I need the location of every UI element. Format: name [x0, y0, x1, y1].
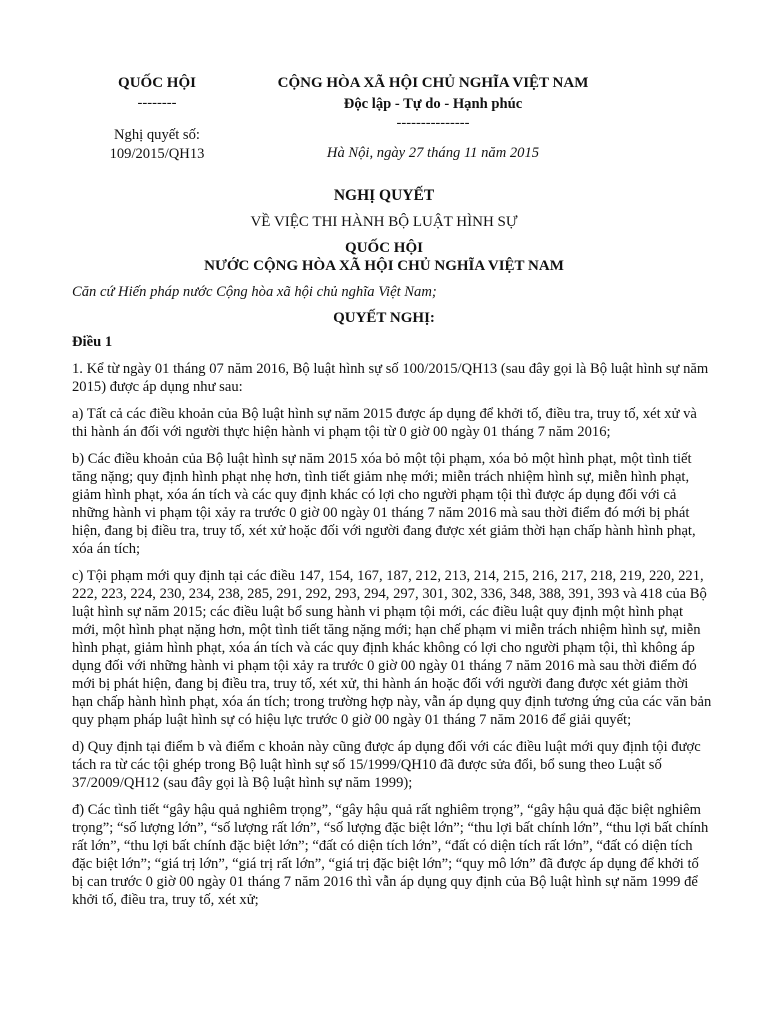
doc-subtitle: VỀ VIỆC THI HÀNH BỘ LUẬT HÌNH SỰ	[250, 214, 518, 230]
issuer-name: QUỐC HỘI	[118, 75, 196, 91]
clause-1d: d) Quy định tại điểm b và điểm c khoản này cũng được áp dụng đối với các điều luật mới quy định tội được tách ra từ các tội ghép trong Bộ luật hình sự số 15/1999/QH10 đã được sửa đổi, bổ sung theo Luật số 37/2009/QH12 (sau đây gọi là Bộ luật hình sự năm 1999);	[72, 739, 701, 791]
national-heading-block	[248, 72, 618, 163]
clause-1: 1. Kể từ ngày 01 tháng 07 năm 2016, Bộ luật hình sự số 100/2015/QH13 (sau đây gọi là Bộ luật hình sự năm 2015) được áp dụng như sau:	[72, 361, 709, 395]
issuer-separator: --------	[137, 95, 177, 111]
resolve-heading: QUYẾT NGHỊ:	[333, 310, 435, 326]
clause-1a: a) Tất cả các điều khoản của Bộ luật hình sự năm 2015 được áp dụng để khởi tố, điều tra, truy tố, xét xử và thi hành án đối với người thực hiện hành vi phạm tội từ 0 giờ 00 ngày 01 tháng 7 năm 2016;	[72, 406, 697, 440]
clause-1c: c) Tội phạm mới quy định tại các điều 147, 154, 167, 187, 212, 213, 214, 215, 216, 217, 218, 219, 220, 221, 222, 223, 224, 230, 234, 238, 285, 291, 292, 293, 294, 297, 301, 302, 336, 348, 388, 391, 393 và 418 của Bộ luật hình sự năm 2015; các điều luật bổ sung hành vi phạm tội mới, các điều luật quy định một hình phạt mới, một hình phạt nặng hơn, một tình tiết tăng nặng mới; hạn chế phạm vi miễn trách nhiệm hình sự, miễn hình phạt, giảm hình phạt, xóa án tích và các quy định khác không có lợi cho người phạm tội, thì không áp dụng đối với những hành vi phạm tội xảy ra trước 0 giờ 00 ngày 01 tháng 7 năm 2016 mà sau thời điểm đó mới bị phát hiện, đang bị điều tra, truy tố, xét xử, thi hành án hoặc đối với người đang được xét giảm thời hạn chấp hành hình phạt, xóa án tích; trong trường hợp này, vẫn áp dụng quy định tương ứng của các văn bản quy phạm pháp luật hình sự có hiệu lực trước 0 giờ 00 ngày 01 tháng 7 năm 2016 để giải quyết;	[72, 568, 712, 728]
issue-date: Hà Nội, ngày 27 tháng 11 năm 2015	[326, 145, 540, 161]
issuer-line-2: NƯỚC CỘNG HÒA XÃ HỘI CHỦ NGHĨA VIỆT NAM	[204, 258, 564, 274]
country-name: CỘNG HÒA XÃ HỘI CHỦ NGHĨA VIỆT NAM	[277, 75, 589, 91]
article-heading: Điều 1	[72, 334, 113, 350]
article-body	[72, 360, 712, 918]
clause-1dd: đ) Các tình tiết “gây hậu quả nghiêm trọng”, “gây hậu quả rất nghiêm trọng”, “gây hậu quả đặc biệt nghiêm trọng”; “số lượng lớn”, “số lượng rất lớn”, “số lượng đặc biệt lớn”; “thu lợi bất chính lớn”, “thu lợi bất chính rất lớn”, “thu lợi bất chính đặc biệt lớn”; “đất có diện tích lớn”, “đất có diện tích rất lớn”, “đất có diện tích đặc biệt lớn”; “giá trị lớn”, “giá trị rất lớn”, “giá trị đặc biệt lớn”; “quy mô lớn” đã được áp dụng để khởi tố bị can trước 0 giờ 00 ngày 01 tháng 7 năm 2016 thì vẫn áp dụng quy định của Bộ luật hình sự năm 1999 để khởi tố, điều tra, truy tố, xét xử;	[72, 802, 709, 908]
legal-basis: Căn cứ Hiến pháp nước Cộng hòa xã hội chủ nghĩa Việt Nam;	[72, 284, 437, 300]
issuer-block	[92, 72, 222, 163]
doc-number-label: Nghị quyết số:	[114, 127, 200, 143]
doc-title: NGHỊ QUYẾT	[333, 187, 435, 204]
doc-number: 109/2015/QH13	[109, 146, 205, 162]
national-motto: Độc lập - Tự do - Hạnh phúc	[343, 96, 523, 112]
motto-separator: ---------------	[396, 115, 470, 131]
clause-1b: b) Các điều khoản của Bộ luật hình sự năm 2015 xóa bỏ một tội phạm, xóa bỏ một hình phạt, một tình tiết tăng nặng; quy định hình phạt nhẹ hơn, tình tiết giảm nhẹ mới; miễn trách nhiệm hình sự, miễn hình phạt, giảm hình phạt, xóa án tích và các quy định khác có lợi cho người phạm tội thì được áp dụng đối với cả những hành vi phạm tội xảy ra trước 0 giờ 00 ngày 01 tháng 7 năm 2016 mà sau thời điểm đó mới bị phát hiện, đang bị điều tra, truy tố, xét xử hoặc đối với người đang được xét giảm thời hạn chấp hành hình phạt, xóa án tích;	[72, 451, 696, 557]
issuer-line-1: QUỐC HỘI	[345, 240, 423, 256]
